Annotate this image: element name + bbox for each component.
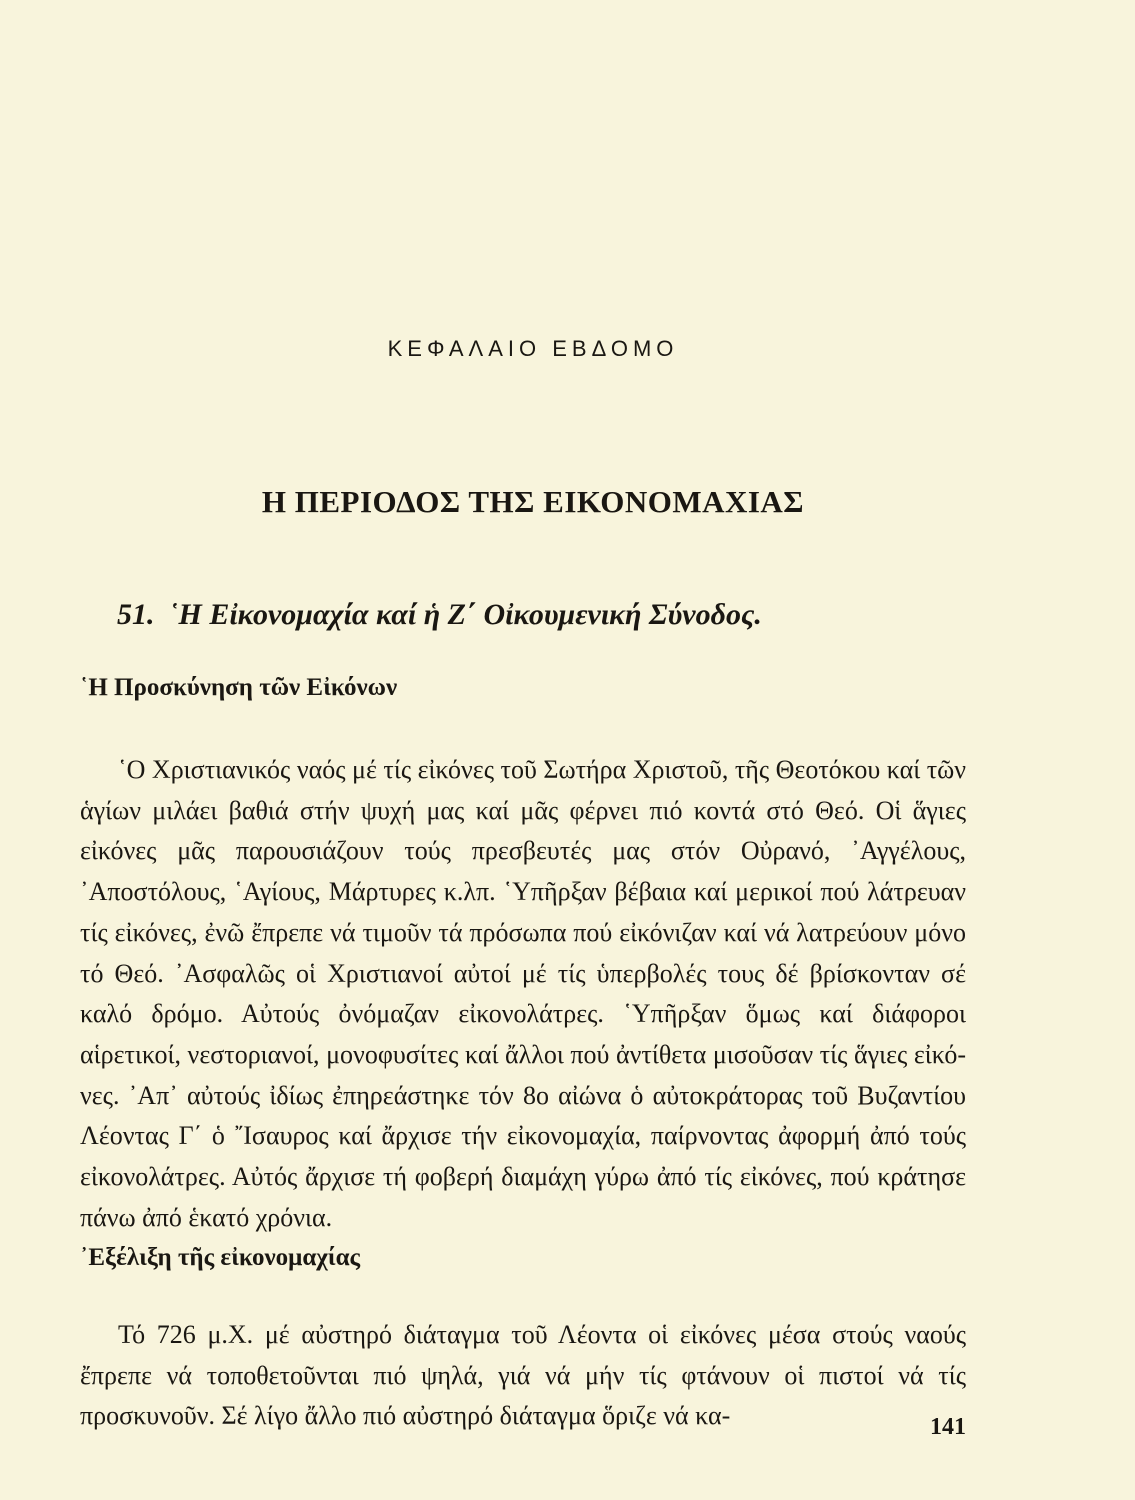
subsection-heading: ᾿Εξέλιξη τῆς εἰκονομαχίας: [80, 1244, 361, 1271]
section-number: 51.: [117, 598, 155, 631]
body-paragraph: Τό 726 μ.Χ. μέ αὐστηρό διάταγμα τοῦ Λέοντα οἱ εἰκόνες μέσα στούς ναούς ἔπρεπε νά τοποθετοῦνται πιό ψηλά, γιά νά μήν τίς φτάνουν οἱ πιστοί νά τίς προσκυνοῦν. Σέ λίγο ἄλλο πιό αὐστηρό διάταγμα ὅριζε νά κα-: [80, 1320, 966, 1431]
subsection-heading: ῾Η Προσκύνηση τῶν Εἰκόνων: [80, 674, 398, 701]
page-number: 141: [930, 1414, 966, 1440]
chapter-title: Η ΠΕΡΙΟΔΟΣ ΤΗΣ ΕΙΚΟΝΟΜΑΧΙΑΣ: [261, 484, 805, 519]
section-heading: [117, 598, 917, 632]
section-title: ῾Η Εἰκονομαχία καί ἡ Ζ΄ Οἰκουμενική Σύνοδος.: [168, 598, 762, 631]
body-paragraph: ῾Ο Χριστιανικός ναός μέ τίς εἰκόνες τοῦ Σωτήρα Χριστοῦ, τῆς Θεοτόκου καί τῶν ἁγίων μιλάει βαθιά στήν ψυχή μας καί μᾶς φέρνει πιό κοντά στό Θεό. Οἱ ἅγιες εἰκόνες μᾶς παρουσιάζουν τούς πρεσβευτές μας στόν Οὐρανό, ᾿Αγγέλους, ᾿Αποστόλους, ῾Αγίους, Μάρτυρες κ.λπ. ῾Υπῆρξαν βέβαια καί μερικοί πού λάτρευαν τίς εἰκόνες, ἐνῶ ἔπρεπε νά τιμοῦν τά πρόσωπα πού εἰκόνιζαν καί νά λατρεύουν μόνο τό Θεό. ᾿Ασφαλῶς οἱ Χριστιανοί αὐτοί μέ τίς ὑπερβολές τους δέ βρίσκονταν σέ καλό δρόμο. Αὐτούς ὀνόμαζαν εἰκονολάτρες. ῾Υπῆρξαν ὅμως καί διάφοροι αἱρετικοί, νεστοριανοί, μονοφυσίτες καί ἄλλοι πού ἀντίθετα μισοῦσαν τίς ἅγιες εἰκόνες. ᾿Απ᾿ αὐτούς ἰδίως ἐπηρεάστηκε τόν 8ο αἰώνα ὁ αὐτοκράτορας τοῦ Βυζαντίου Λέοντας Γ΄ ὁ ῎Ισαυρος καί ἄρχισε τήν εἰκονομαχία, παίρνοντας ἀφορμή ἀπό τούς εἰκονολάτρες. Αὐτός ἄρχισε τή φοβερή διαμάχη γύρω ἀπό τίς εἰκόνες, πού κράτησε πάνω ἀπό ἑκατό χρόνια.: [80, 755, 967, 1232]
chapter-label: ΚΕΦΑΛΑΙΟ ΕΒΔΟΜΟ: [387, 336, 679, 361]
